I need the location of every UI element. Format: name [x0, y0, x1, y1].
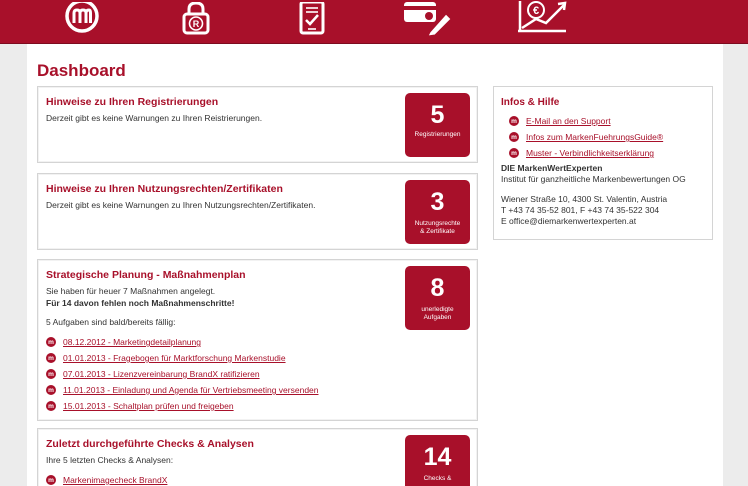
- planning-count: 8: [430, 274, 445, 302]
- euro-chart-icon[interactable]: [512, 0, 572, 38]
- planning-line3: 5 Aufgaben sind bald/bereits fällig:: [46, 317, 176, 327]
- markenwert-logo-icon[interactable]: [52, 0, 112, 38]
- card-pen-icon[interactable]: [396, 0, 456, 38]
- planning-line2: Für 14 davon fehlen noch Maßnahmenschritte!: [46, 298, 235, 308]
- task-item: [46, 350, 319, 366]
- company-phone: T +43 74 35-52 801, F +43 74 35-522 304: [501, 205, 660, 215]
- markenwert-bullet-icon: m: [46, 369, 56, 379]
- rights-count-label-2: & Zertifikate: [420, 228, 455, 235]
- rights-count-badge[interactable]: [405, 180, 470, 244]
- checks-list: [46, 472, 167, 486]
- svg-text:R: R: [192, 19, 200, 29]
- company-name: DIE MarkenWertExperten: [501, 163, 603, 173]
- info-link-item: [509, 113, 663, 129]
- markenwert-bullet-icon: m: [46, 385, 56, 395]
- check-item: [46, 472, 167, 486]
- task-list: [46, 334, 319, 414]
- markenwert-bullet-icon: m: [46, 353, 56, 363]
- planning-line1: Sie haben für heuer 7 Maßnahmen angelegt.: [46, 286, 216, 296]
- registered-lock-icon[interactable]: [166, 0, 226, 38]
- checks-count: 14: [423, 443, 452, 471]
- task-link[interactable]: 01.01.2013 - Fragebogen für Marktforschung Markenstudie: [63, 353, 286, 363]
- registrations-title: Hinweise zu Ihren Registrierungen: [46, 96, 219, 108]
- top-nav-bar: [0, 0, 748, 44]
- dashboard-page: [27, 44, 723, 486]
- planning-count-badge[interactable]: [405, 266, 470, 330]
- markenwert-bullet-icon: m: [509, 116, 519, 126]
- checks-count-badge[interactable]: [405, 435, 470, 486]
- markenwert-bullet-icon: m: [46, 401, 56, 411]
- registrations-card: [37, 86, 478, 163]
- checks-title: Zuletzt durchgeführte Checks & Analysen: [46, 438, 254, 450]
- rights-text: Derzeit gibt es keine Warnungen zu Ihren Nutzungsrechten/Zertifikaten.: [46, 200, 316, 210]
- task-link[interactable]: 11.01.2013 - Einladung und Agenda für Vertriebsmeeting versenden: [63, 385, 319, 395]
- markenwert-bullet-icon: m: [46, 475, 56, 485]
- company-address: Wiener Straße 10, 4300 St. Valentin, Austria: [501, 194, 668, 204]
- registrations-count-badge[interactable]: [405, 93, 470, 157]
- company-description: Institut für ganzheitliche Markenbewertungen OG: [501, 174, 686, 184]
- check-link[interactable]: Markenimagecheck BrandX: [63, 475, 168, 485]
- checks-card: [37, 428, 478, 486]
- planning-count-label-2: Aufgaben: [423, 314, 452, 321]
- info-title: Infos & Hilfe: [501, 97, 560, 108]
- guide-info-link[interactable]: Infos zum MarkenFuehrungsGuide®: [526, 132, 664, 142]
- markenwert-bullet-icon: m: [509, 148, 519, 158]
- task-item: [46, 366, 319, 382]
- tablet-check-icon[interactable]: [282, 0, 342, 38]
- rights-card: [37, 173, 478, 250]
- svg-text:€: €: [532, 5, 540, 17]
- company-email: E office@diemarkenwertexperten.at: [501, 216, 637, 226]
- page-title: Dashboard: [37, 61, 126, 80]
- rights-count-label-1: Nutzungsrechte: [414, 220, 461, 227]
- registrations-count-label: Registrierungen: [414, 131, 461, 138]
- registrations-count: 5: [430, 101, 445, 129]
- task-item: [46, 334, 319, 350]
- markenwert-bullet-icon: m: [509, 132, 519, 142]
- task-item: [46, 382, 319, 398]
- task-link[interactable]: 15.01.2013 - Schaltplan prüfen und freigeben: [63, 401, 234, 411]
- rights-title: Hinweise zu Ihren Nutzungsrechten/Zertifikaten: [46, 183, 283, 195]
- planning-count-label-1: unerledigte: [421, 306, 454, 313]
- info-link-item: [509, 145, 663, 161]
- commitment-template-link[interactable]: Muster - Verbindlichkeitserklärung: [526, 148, 655, 158]
- checks-intro: Ihre 5 letzten Checks & Analysen:: [46, 455, 174, 465]
- info-help-panel: [493, 86, 713, 240]
- support-email-link[interactable]: E-Mail an den Support: [526, 116, 611, 126]
- task-link[interactable]: 07.01.2013 - Lizenzvereinbarung BrandX ratifizieren: [63, 369, 260, 379]
- rights-count: 3: [430, 188, 445, 216]
- planning-card: [37, 259, 478, 421]
- registrations-text: Derzeit gibt es keine Warnungen zu Ihren Reistrierungen.: [46, 113, 263, 123]
- info-link-item: [509, 129, 663, 145]
- checks-count-label: Checks &: [423, 475, 452, 482]
- info-links: [509, 113, 663, 161]
- markenwert-bullet-icon: m: [46, 337, 56, 347]
- planning-title: Strategische Planung - Maßnahmenplan: [46, 269, 246, 281]
- task-item: [46, 398, 319, 414]
- task-link[interactable]: 08.12.2012 - Marketingdetailplanung: [63, 337, 201, 347]
- company-info: [501, 163, 686, 227]
